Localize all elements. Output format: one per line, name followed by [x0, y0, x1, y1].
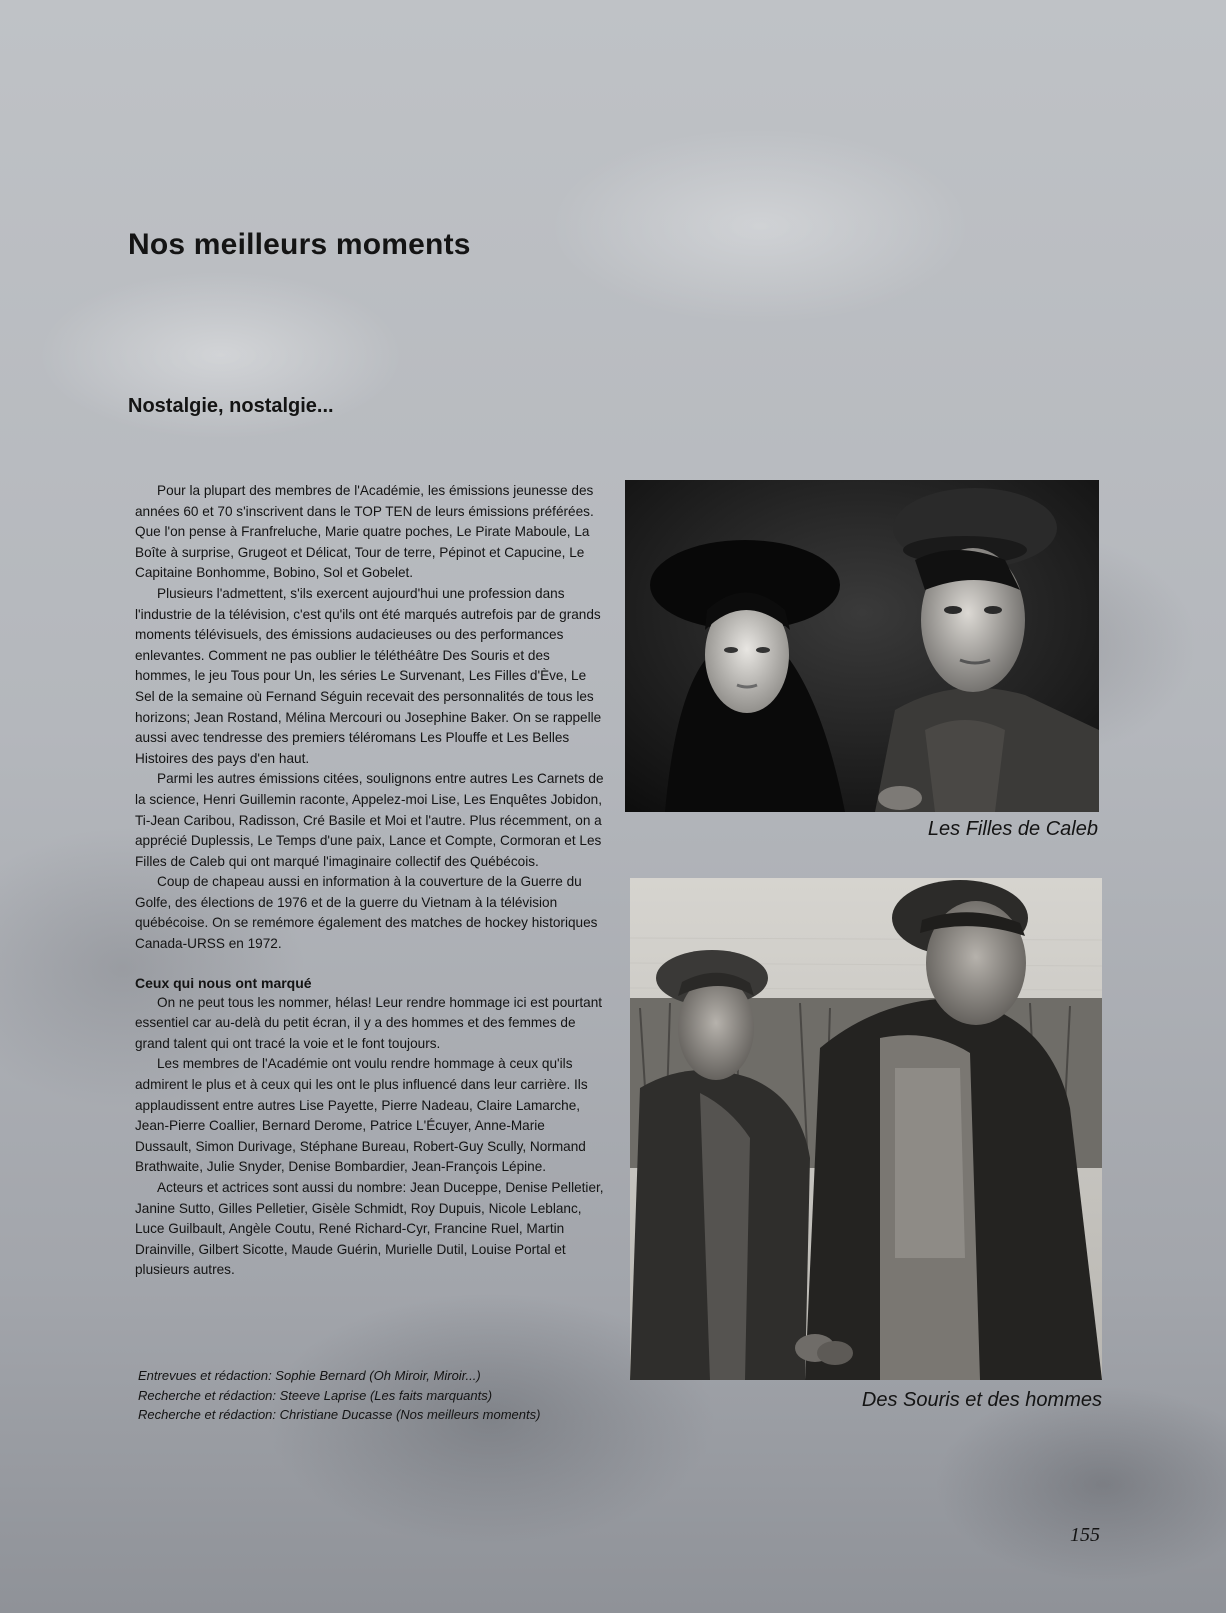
credit-line: Recherche et rédaction: Steeve Laprise (Les faits marquants): [138, 1387, 493, 1403]
credit-line: Recherche et rédaction: Christiane Ducasse (Nos meilleurs moments): [138, 1407, 541, 1422]
article-paragraph: Coup de chapeau aussi en information à la couverture de la Guerre du Golfe, des élections de 1976 et de la guerre du Vietnam à la télévision québécoise. On se remémore également des matches de hockey historiques Canada-URSS en 1972.: [135, 874, 598, 952]
photo-caption: Les Filles de Caleb: [927, 818, 1098, 840]
page-number: 155: [1070, 1524, 1100, 1546]
photo-caption: Des Souris et des hommes: [861, 1389, 1102, 1411]
article-paragraph: Parmi les autres émissions citées, soulignons entre autres Les Carnets de la science, Henri Guillemin raconte, Appelez-moi Lise, Les Enquêtes Jobidon, Ti-Jean Caribou, Radisson, Cré Basile et Moi et l'autre. Plus récemment, on a apprécié Duplessis, Le Temps d'une paix, Lance et Compte, Cormoran et Les Filles de Caleb qui ont marqué l'imaginaire collectif des Québécois.: [135, 771, 604, 869]
credits: [138, 1366, 618, 1425]
article-paragraph: On ne peut tous les nommer, hélas! Leur rendre hommage ici est pourtant essentiel car au-delà du petit écran, il y a des hommes et des femmes de grand talent qui ont tracé la voie et le font toujours.: [135, 994, 603, 1051]
page-subtitle: Nostalgie, nostalgie...: [128, 395, 334, 417]
section-heading: Ceux qui nous ont marqué: [135, 974, 312, 991]
article-body: [135, 481, 605, 1281]
page-title: Nos meilleurs moments: [128, 228, 471, 261]
article-paragraph: Plusieurs l'admettent, s'ils exercent aujourd'hui une profession dans l'industrie de la télévision, c'est qu'ils ont été marqués autrefois par de grands moments télévisuels, des émissions audacieuses ou des performances enlevantes. Comment ne pas oublier le téléthéâtre Des Souris et des hommes, le jeu Tous pour Un, les séries Le Survenant, Les Filles d'Ève, Le Sel de la semaine où Fernand Séguin recevait des personnalités de tous les horizons; Jean Rostand, Mélina Mercouri ou Josephine Baker. On se rappelle aussi avec tendresse des premiers téléromans Les Plouffe et Les Belles Histoires des pays d'en haut.: [135, 585, 602, 766]
article-paragraph: Pour la plupart des membres de l'Académie, les émissions jeunesse des années 60 et 70 s'inscrivent dans le TOP TEN de leurs émissions préférées. Que l'on pense à Franfreluche, Marie quatre poches, Le Pirate Maboule, La Boîte à surprise, Grugeot et Délicat, Tour de terre, Pépinot et Capucine, Le Capitaine Bonhomme, Bobino, Sol et Gobelet.: [135, 483, 594, 581]
credit-line: Entrevues et rédaction: Sophie Bernard (Oh Miroir, Miroir...): [138, 1368, 481, 1383]
photo-les-filles-de-caleb: [625, 480, 1099, 812]
article-paragraph: Les membres de l'Académie ont voulu rendre hommage à ceux qu'ils admirent le plus et à ceux qui les ont le plus influencé dans leur carrière. Ils applaudissent entre autres Lise Payette, Pierre Nadeau, Claire Lamarche, Jean-Pierre Coallier, Bernard Derome, Patrice L'Écuyer, Anne-Marie Dussault, Simon Durivage, Stéphane Bureau, Robert-Guy Scully, Normand Brathwaite, Julie Snyder, Denise Bombardier, Jean-François Lépine.: [135, 1056, 588, 1175]
photo-des-souris-et-des-hommes: [630, 878, 1102, 1380]
article-paragraph: Acteurs et actrices sont aussi du nombre: Jean Duceppe, Denise Pelletier, Janine Sutto, Gilles Pelletier, Gisèle Schmidt, Roy Dupuis, Nicole Leblanc, Luce Guilbault, Angèle Coutu, René Richard-Cyr, Francine Ruel, Martin Drainville, Gilbert Sicotte, Maude Guérin, Murielle Dutil, Louise Portal et plusieurs autres.: [135, 1180, 604, 1278]
